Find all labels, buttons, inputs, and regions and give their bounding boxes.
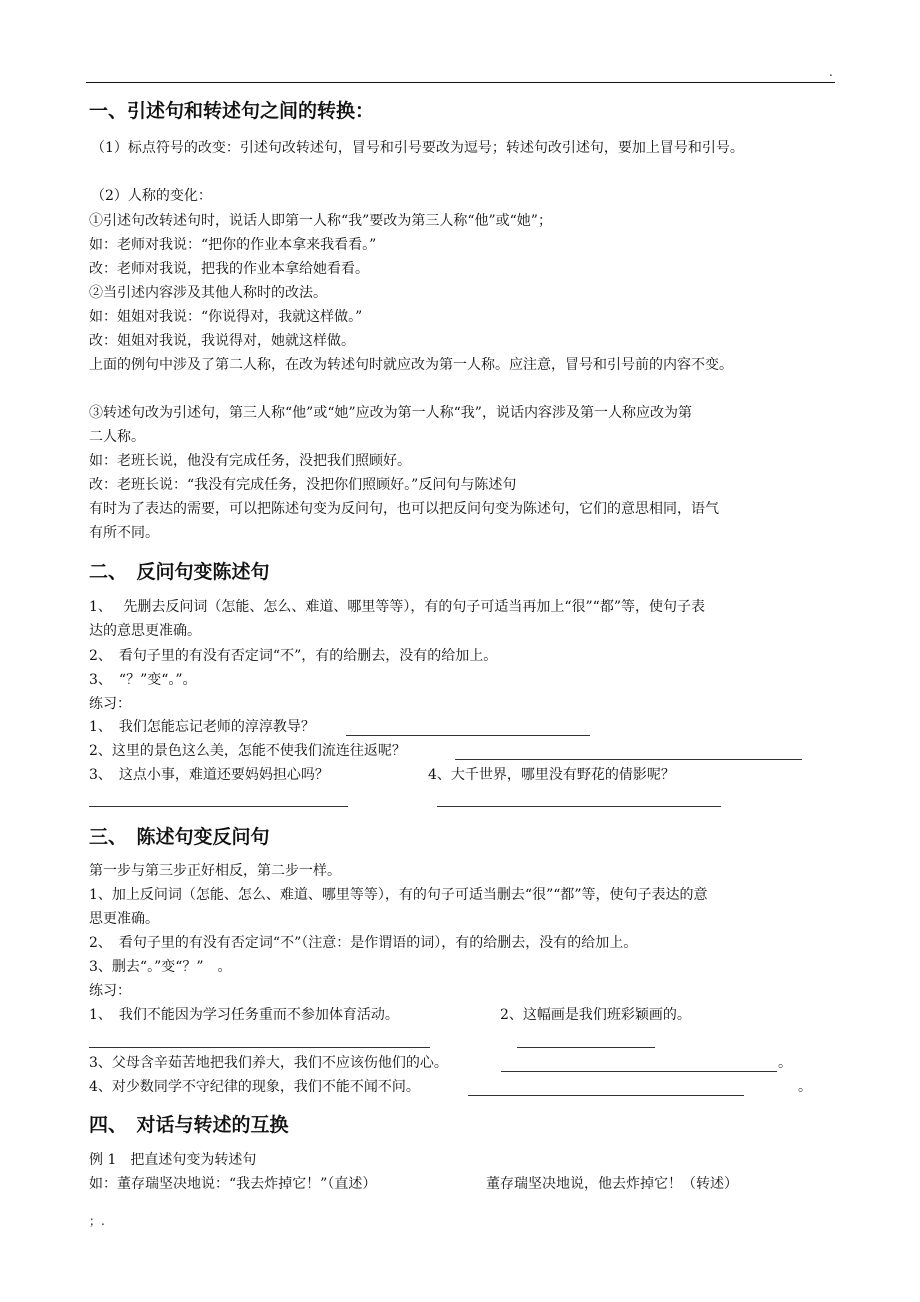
text-line: ②当引述内容涉及其他人称时的改法。 <box>89 285 327 301</box>
exercise-question: 3、 这点小事，难道还要妈妈担心吗？ <box>89 767 329 783</box>
text-line: 如：老师对我说：“把你的作业本拿来我看看。” <box>89 237 377 253</box>
answer-blank[interactable] <box>455 759 802 760</box>
section4-title: 四、 对话与转述的互换 <box>89 1114 289 1136</box>
text-line: （1）标点符号的改变：引述句改转述句，冒号和引号要改为逗号；转述句改引述句，要加上冒号和引号。 <box>91 140 744 156</box>
text-line: 如：姐姐对我说：“你说得对，我就这样做。” <box>89 309 363 325</box>
text-line: （2）人称的变化： <box>91 188 212 204</box>
exercise-question: 3、父母含辛茹苦地把我们养大，我们不应该伤他们的心。 <box>89 1055 448 1071</box>
text-line: ③转述句改为引述句，第三人称“他”或“她”应改为第一人称“我”，说话内容涉及第一人称应改为第 <box>89 405 692 421</box>
exercise-question: 1、 我们不能因为学习任务重而不参加体育活动。 <box>89 1007 399 1023</box>
header-rule <box>86 82 835 83</box>
exercise-question: 2、这幅画是我们班彩颖画的。 <box>500 1007 691 1023</box>
text-line: 有所不同。 <box>89 525 159 541</box>
text-line: 改：老师对我说，把我的作业本拿给她看看。 <box>89 261 369 277</box>
answer-blank[interactable] <box>89 806 348 807</box>
answer-blank[interactable] <box>468 1095 744 1096</box>
answer-blank[interactable] <box>501 1071 777 1072</box>
answer-blank[interactable] <box>346 735 590 736</box>
text-line: 1、 先删去反问词（怎能、怎么、难道、哪里等等），有的句子可适当再加上“很”“都”等，使句子表 <box>89 599 705 615</box>
text-period: 。 <box>798 1079 812 1095</box>
footer-mark: ；. <box>89 1214 105 1228</box>
section1-title: 一、引述句和转述句之间的转换： <box>89 100 375 122</box>
text-line: 改：老班长说：“我没有完成任务，没把你们照顾好。”反问句与陈述句 <box>89 477 517 493</box>
text-line: 达的意思更准确。 <box>89 623 201 639</box>
exercise-question: 1、 我们怎能忘记老师的淳淳教导？ <box>89 719 315 735</box>
text-line: 2、 看句子里的有没有否定词“不”，有的给删去，没有的给加上。 <box>89 648 498 664</box>
text-line: 1、加上反问词（怎能、怎么、难道、哪里等等），有的句子可适当删去“很”“都”等，使句子表达的意 <box>89 887 708 903</box>
section2-title: 二、 反问句变陈述句 <box>89 561 270 583</box>
text-line: 二人称。 <box>89 429 145 445</box>
text-line: 改：姐姐对我说，我说得对，她就这样做。 <box>89 333 355 349</box>
text-line: 练习： <box>89 696 131 712</box>
answer-blank[interactable] <box>437 806 721 807</box>
text-line: 如：董存瑞坚决地说：“我去炸掉它！”（直述） <box>89 1176 377 1192</box>
text-line: 上面的例句中涉及了第二人称，在改为转述句时就应改为第一人称。应注意，冒号和引号前的内容不变。 <box>89 357 733 373</box>
text-period: 。 <box>778 1055 792 1071</box>
text-line: 有时为了表达的需要，可以把陈述句变为反问句，也可以把反问句变为陈述句，它们的意思相同，语气 <box>89 501 719 517</box>
answer-blank[interactable] <box>517 1047 655 1048</box>
text-line: 董存瑞坚决地说，他去炸掉它！（转述） <box>486 1176 738 1192</box>
text-line: 练习： <box>89 983 131 999</box>
answer-blank[interactable] <box>89 1047 430 1048</box>
section3-title: 三、 陈述句变反问句 <box>89 826 270 848</box>
header-dot: . <box>829 65 833 79</box>
exercise-question: 2、这里的景色这么美，怎能不使我们流连往返呢？ <box>89 743 406 759</box>
text-line: 如：老班长说，他没有完成任务，没把我们照顾好。 <box>89 453 411 469</box>
text-line: 2、 看句子里的有没有否定词“不”（注意：是作谓语的词），有的给删去，没有的给加上。 <box>89 935 638 951</box>
text-line: 第一步与第三步正好相反，第二步一样。 <box>89 863 341 879</box>
text-line: 3、 “？”变“。”。 <box>89 672 197 688</box>
text-line: 例 1 把直述句变为转述句 <box>89 1152 257 1168</box>
text-line: ①引述句改转述句时，说话人即第一人称“我”要改为第三人称“他”或“她”； <box>89 213 552 229</box>
text-line: 思更准确。 <box>89 911 159 927</box>
exercise-question: 4、对少数同学不守纪律的现象，我们不能不闻不问。 <box>89 1079 420 1095</box>
text-line: 3、删去“。”变“？” 。 <box>89 959 232 975</box>
exercise-question: 4、大千世界，哪里没有野花的倩影呢？ <box>428 767 675 783</box>
